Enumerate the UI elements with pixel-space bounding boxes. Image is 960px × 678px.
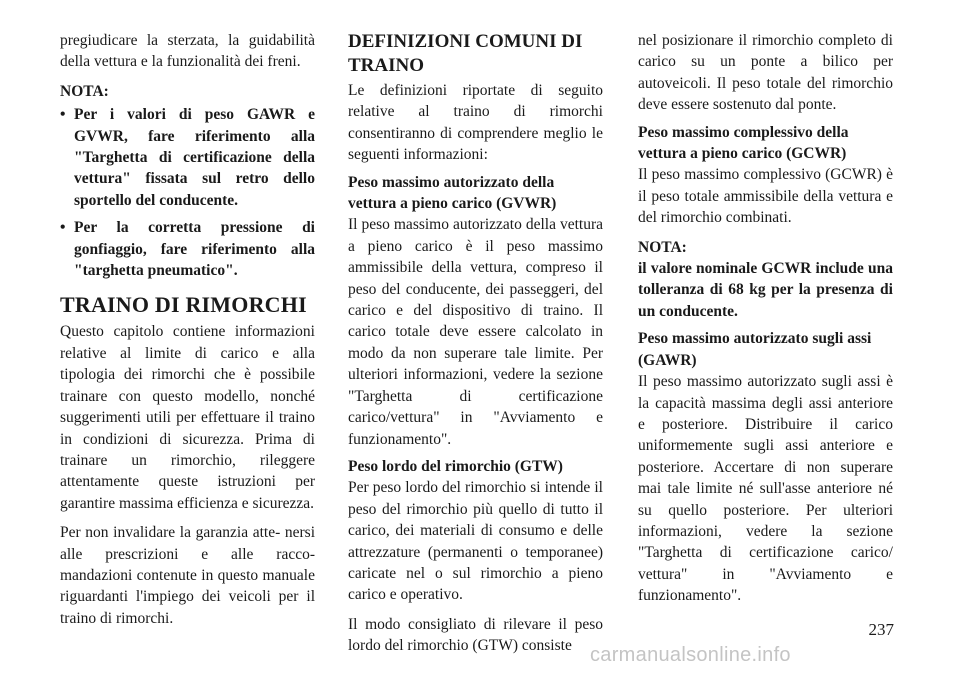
page-number: 237 bbox=[868, 620, 894, 639]
section-heading: TRAINO DI RIMORCHI bbox=[60, 292, 307, 318]
bullet-item: • Per i valori di peso GAWR e GVWR, fare riferimento alla "Targhetta di certificazione della vettura" fissata sul retro dello sportello del conducente. bbox=[60, 106, 315, 209]
note-label: NOTA: bbox=[638, 238, 687, 256]
note-text: il valore nominale GCWR include una tolleranza di 68 kg per la presenza di un conducente. bbox=[638, 260, 893, 320]
paragraph: Le definizioni riportate di seguito relative al traino di rimorchi consentiranno di comprendere meglio le seguenti informazioni: bbox=[348, 82, 603, 164]
subheading-gvwr: Peso massimo autorizzato della vettura a pieno carico (GVWR) bbox=[348, 173, 557, 213]
paragraph: Il peso massimo complessivo (GCWR) è il peso totale ammissibile della vettura e del rimorchio combinati. bbox=[638, 166, 893, 227]
bullet-icon: • bbox=[60, 219, 66, 237]
column-1 bbox=[60, 30, 315, 629]
paragraph: Per peso lordo del rimorchio si intende il peso del rimorchio più quello di tutto il carico, dei materiali di consumo e delle attrezzature (permanenti o temporanee) caricate nel o sul rimorchio a pieno carico e operativo. bbox=[348, 479, 603, 604]
column-2 bbox=[348, 30, 603, 657]
watermark: carmanualsonline.info bbox=[590, 644, 791, 666]
column-3 bbox=[638, 30, 893, 607]
bullet-icon: • bbox=[60, 106, 66, 124]
paragraph: Il peso massimo autorizzato della vettura a pieno carico è il peso massimo ammissibile della vettura, compreso il peso del conducente, dei passeggeri, del carico e del dispositivo di traino. Il carico totale deve essere calcolato in modo da non superare tale limite. Per ulteriori informazioni, vedere la sezione "Targhetta di certificazione carico/vettura" in "Avviamento e funzionamento". bbox=[348, 216, 603, 448]
paragraph: nel posizionare il rimorchio completo di carico su un ponte a bilico per autoveicoli. Il peso totale del rimorchio deve essere sostenuto dal ponte. bbox=[638, 32, 893, 114]
paragraph: Per non invalidare la garanzia atte- nersi alle prescrizioni e alle racco- mandazioni contenute in questo manuale riguardanti l'impiego dei veicoli per il traino di rimorchi. bbox=[60, 524, 315, 627]
paragraph: Il modo consigliato di rilevare il peso lordo del rimorchio (GTW) consiste bbox=[348, 615, 603, 655]
intro-paragraph: pregiudicare la sterzata, la guidabilità della vettura e la funzionalità dei freni. bbox=[60, 32, 315, 71]
note-bullets bbox=[60, 104, 315, 281]
bullet-item: • Per la corretta pressione di gonfiaggio, fare riferimento alla "targhetta pneumatico". bbox=[60, 219, 315, 280]
subheading-gcwr: Peso massimo complessivo della vettura a pieno carico (GCWR) bbox=[638, 123, 849, 163]
note-label: NOTA: bbox=[60, 82, 109, 100]
paragraph: Questo capitolo contiene informazioni relative al limite di carico e alla tipologia dei rimorchi che è possibile trainare con questo modello, nonché suggerimenti utili per effettuare il traino in condizioni di sicurezza. Prima di trainare un rimorchio, rileggere attentamente queste istruzioni per garantire massima efficienza e sicurezza. bbox=[60, 323, 315, 512]
subheading-gtw: Peso lordo del rimorchio (GTW) bbox=[348, 457, 563, 475]
paragraph: Il peso massimo autorizzato sugli assi è la capacità massima degli assi anteriore e posteriore. Distribuire il carico uniformemente sugli assi anteriore e posteriore. Accertare di non superare mai tale limite né sull'asse anteriore né su quello posteriore. Per ulteriori informazioni, vedere la sezione "Targhetta di certificazione carico/ vettura" in "Avviamento e funzionamento". bbox=[638, 373, 893, 605]
section-heading: DEFINIZIONI COMUNI DI TRAINO bbox=[348, 31, 583, 76]
subheading-gawr: Peso massimo autorizzato sugli assi (GAWR) bbox=[638, 330, 872, 369]
